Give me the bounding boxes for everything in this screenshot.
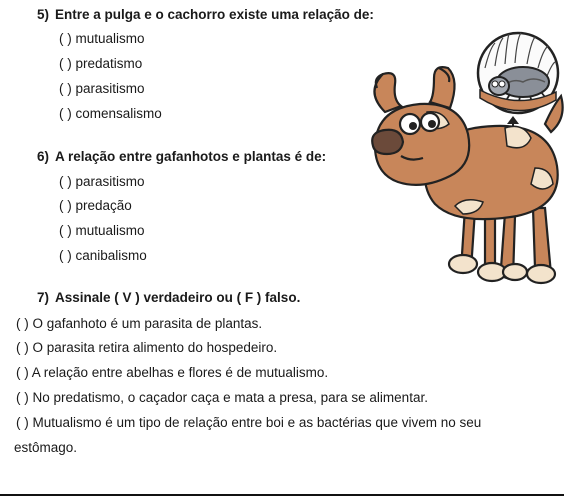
dog-flea-illustration	[355, 28, 564, 290]
page-bottom-rule	[0, 494, 564, 496]
flea-magnifier-illustration	[478, 33, 558, 113]
q6-option-4[interactable]: ( ) canibalismo	[59, 248, 147, 263]
q6-option-3[interactable]: ( ) mutualismo	[59, 223, 145, 238]
question-7-number: 7)	[37, 290, 50, 305]
q7-item-1[interactable]: ( ) O gafanhoto é um parasita de plantas.	[16, 316, 263, 331]
q7-item-5-continuation: estômago.	[14, 440, 78, 455]
q5-option-3[interactable]: ( ) parasitismo	[59, 81, 145, 96]
question-6-text: A relação entre gafanhotos e plantas é de:	[55, 149, 327, 164]
question-5-heading	[37, 7, 374, 22]
q6-option-1[interactable]: ( ) parasitismo	[59, 174, 145, 189]
q6-option-2[interactable]: ( ) predação	[59, 198, 132, 213]
q5-option-2[interactable]: ( ) predatismo	[59, 56, 143, 71]
question-5-number: 5)	[37, 7, 50, 22]
question-6-number: 6)	[37, 149, 50, 164]
q7-item-4[interactable]: ( ) No predatismo, o caçador caça e mata a presa, para se alimentar.	[16, 390, 428, 405]
question-5-text: Entre a pulga e o cachorro existe uma relação de:	[55, 7, 374, 22]
q5-option-1[interactable]: ( ) mutualismo	[59, 31, 145, 46]
question-7-heading	[37, 290, 300, 305]
q7-item-3[interactable]: ( ) A relação entre abelhas e flores é de mutualismo.	[16, 365, 329, 380]
question-7-text: Assinale ( V ) verdadeiro ou ( F ) falso.	[55, 290, 301, 305]
q7-item-2[interactable]: ( ) O parasita retira alimento do hospedeiro.	[16, 340, 278, 355]
q5-option-4[interactable]: ( ) comensalismo	[59, 106, 162, 121]
question-6-heading	[37, 149, 326, 164]
q7-item-5[interactable]: ( ) Mutualismo é um tipo de relação entre boi e as bactérias que vivem no seu	[16, 415, 482, 430]
